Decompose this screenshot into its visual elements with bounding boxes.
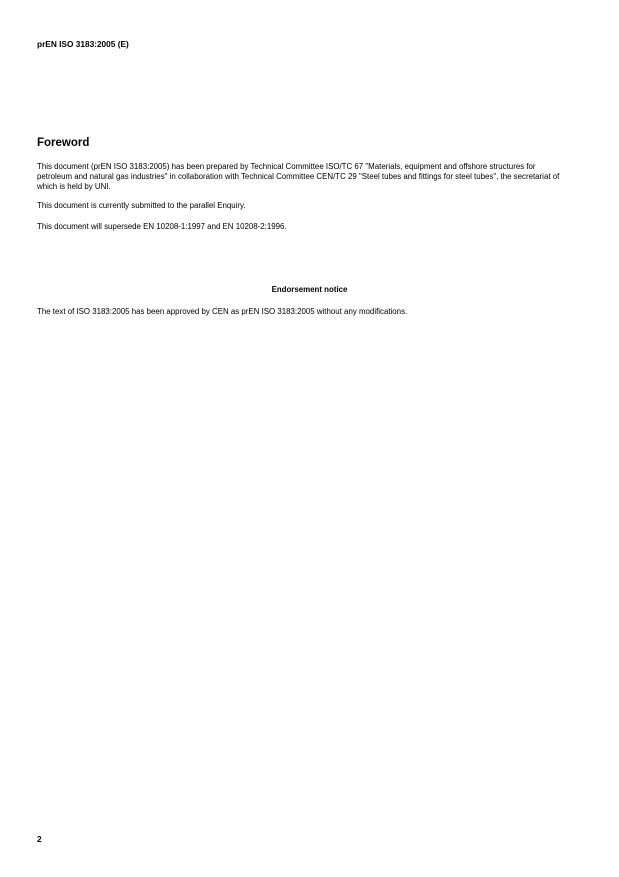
foreword-paragraph: This document (prEN ISO 3183:2005) has been prepared by Technical Committee ISO/TC 67 "Materials, equipment and offshore structures for petroleum and natural gas industries" in collaboration with Technical Committee CEN/TC 29 "Steel tubes and fittings for steel tubes", the secretariat of which is held by UNI.: [37, 162, 560, 191]
endorsement-heading: Endorsement notice: [271, 285, 348, 294]
document-header: prEN ISO 3183:2005 (E): [37, 39, 129, 49]
foreword-paragraph: This document is currently submitted to the parallel Enquiry.: [37, 201, 246, 210]
page-number: 2: [37, 834, 42, 844]
endorsement-text: The text of ISO 3183:2005 has been approved by CEN as prEN ISO 3183:2005 without any modifications.: [37, 307, 408, 316]
foreword-heading: Foreword: [37, 137, 90, 149]
foreword-paragraph: This document will supersede EN 10208-1:1997 and EN 10208-2:1996.: [37, 222, 287, 231]
